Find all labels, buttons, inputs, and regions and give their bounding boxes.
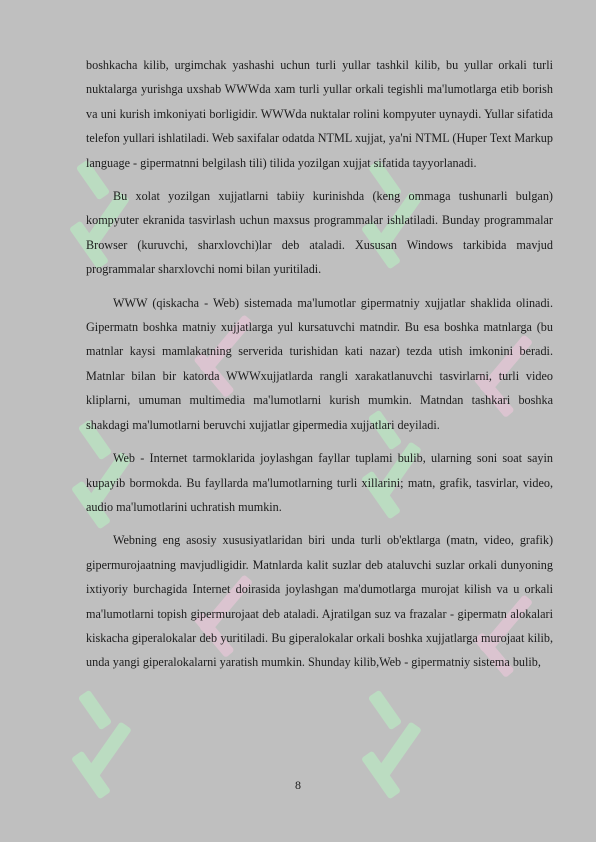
- paragraph: WWW (qiskacha - Web) sistemada ma'lumotlar gipermatniy xujjatlar shaklida olinadi. Gipermatn boshka matniy xujjatlarga yul kursatuvchi matndir. Bu esa boshka matnlarga (bu matnlar kaysi mamlakatning serverida turishidan kati nazar) tezda utish imkonini beradi. Matnlar bilan bir katorda WWWxujjatlarda rangli xarakatlanuvchi tasvirlarni, turli video kliplarni, umuman multimedia ma'lumotlarni kurish mumkin. Matndan tashkari boshka shakdagi ma'lumotlarni beruvchi xujjatlar gipermedia xujjatlari deyiladi.: [86, 295, 553, 432]
- body-text: [86, 53, 553, 684]
- paragraph: Web - Internet tarmoklarida joylashgan fayllar tuplami bulib, ularning soni soat sayin kupayib bormokda. Bu fayllarda ma'lumotlarning turli xillarini; matn, grafik, tasvirlar, video, audio ma'lumotlarini uchratish mumkin.: [86, 451, 553, 514]
- paragraph: boshkacha kilib, urgimchak yashashi uchun turli yullar tashkil kilib, bu yullar orkali turli nuktalarga yurishga uxshab WWWda xam turli yullar orkali tegishli ma'lumotlarga etib borish va uni kurish imkoniyati borligidir. WWWda nuktalar rolini kompyuter uynaydi. Yullar sifatida telefon yullari ishlatiladi. Web saxifalar odatda NTML xujjat, ya'ni NTML (Huper Text Markup language - gipermatnni belgilash tili) tilida yozilgan xujjat sifatida tayyorlanadi.: [86, 58, 553, 170]
- page-number: 8: [295, 778, 301, 792]
- paragraph: Bu xolat yozilgan xujjatlarni tabiiy kurinishda (keng ommaga tushunarli bulgan) kompyuter ekranida tasvirlash uchun maxsus programmalar ishlatiladi. Bunday programmalar Browser (kuruvchi, sharxlovchi)lar deb ataladi. Xususan Windows tarkibida mavjud programmalar sharxlovchi nomi bilan yuritiladi.: [86, 189, 553, 277]
- paragraph: Webning eng asosiy xususiyatlaridan biri unda turli ob'ektlarga (matn, video, grafik) gipermurojaatning mavjudligidir. Matnlarda kalit suzlar deb ataluvchi suzlar orkali dunyoning ixtiyoriy burchagida Internet doirasida joylashgan ma'dumotlarga murojat kilish va u orkali ma'lumotlarni topish gipermurojaat deb ataladi. Ajratilgan suz va frazalar - gipermatn alokalari kiskacha giperalokalar deb yuritiladi. Bu giperalokalar orkali boshka xujjatlarga murojaat kilib, unda yangi giperalokalarni yaratish mumkin. Shunday kilib,Web - gipermatniy sistema bulib,: [86, 533, 553, 670]
